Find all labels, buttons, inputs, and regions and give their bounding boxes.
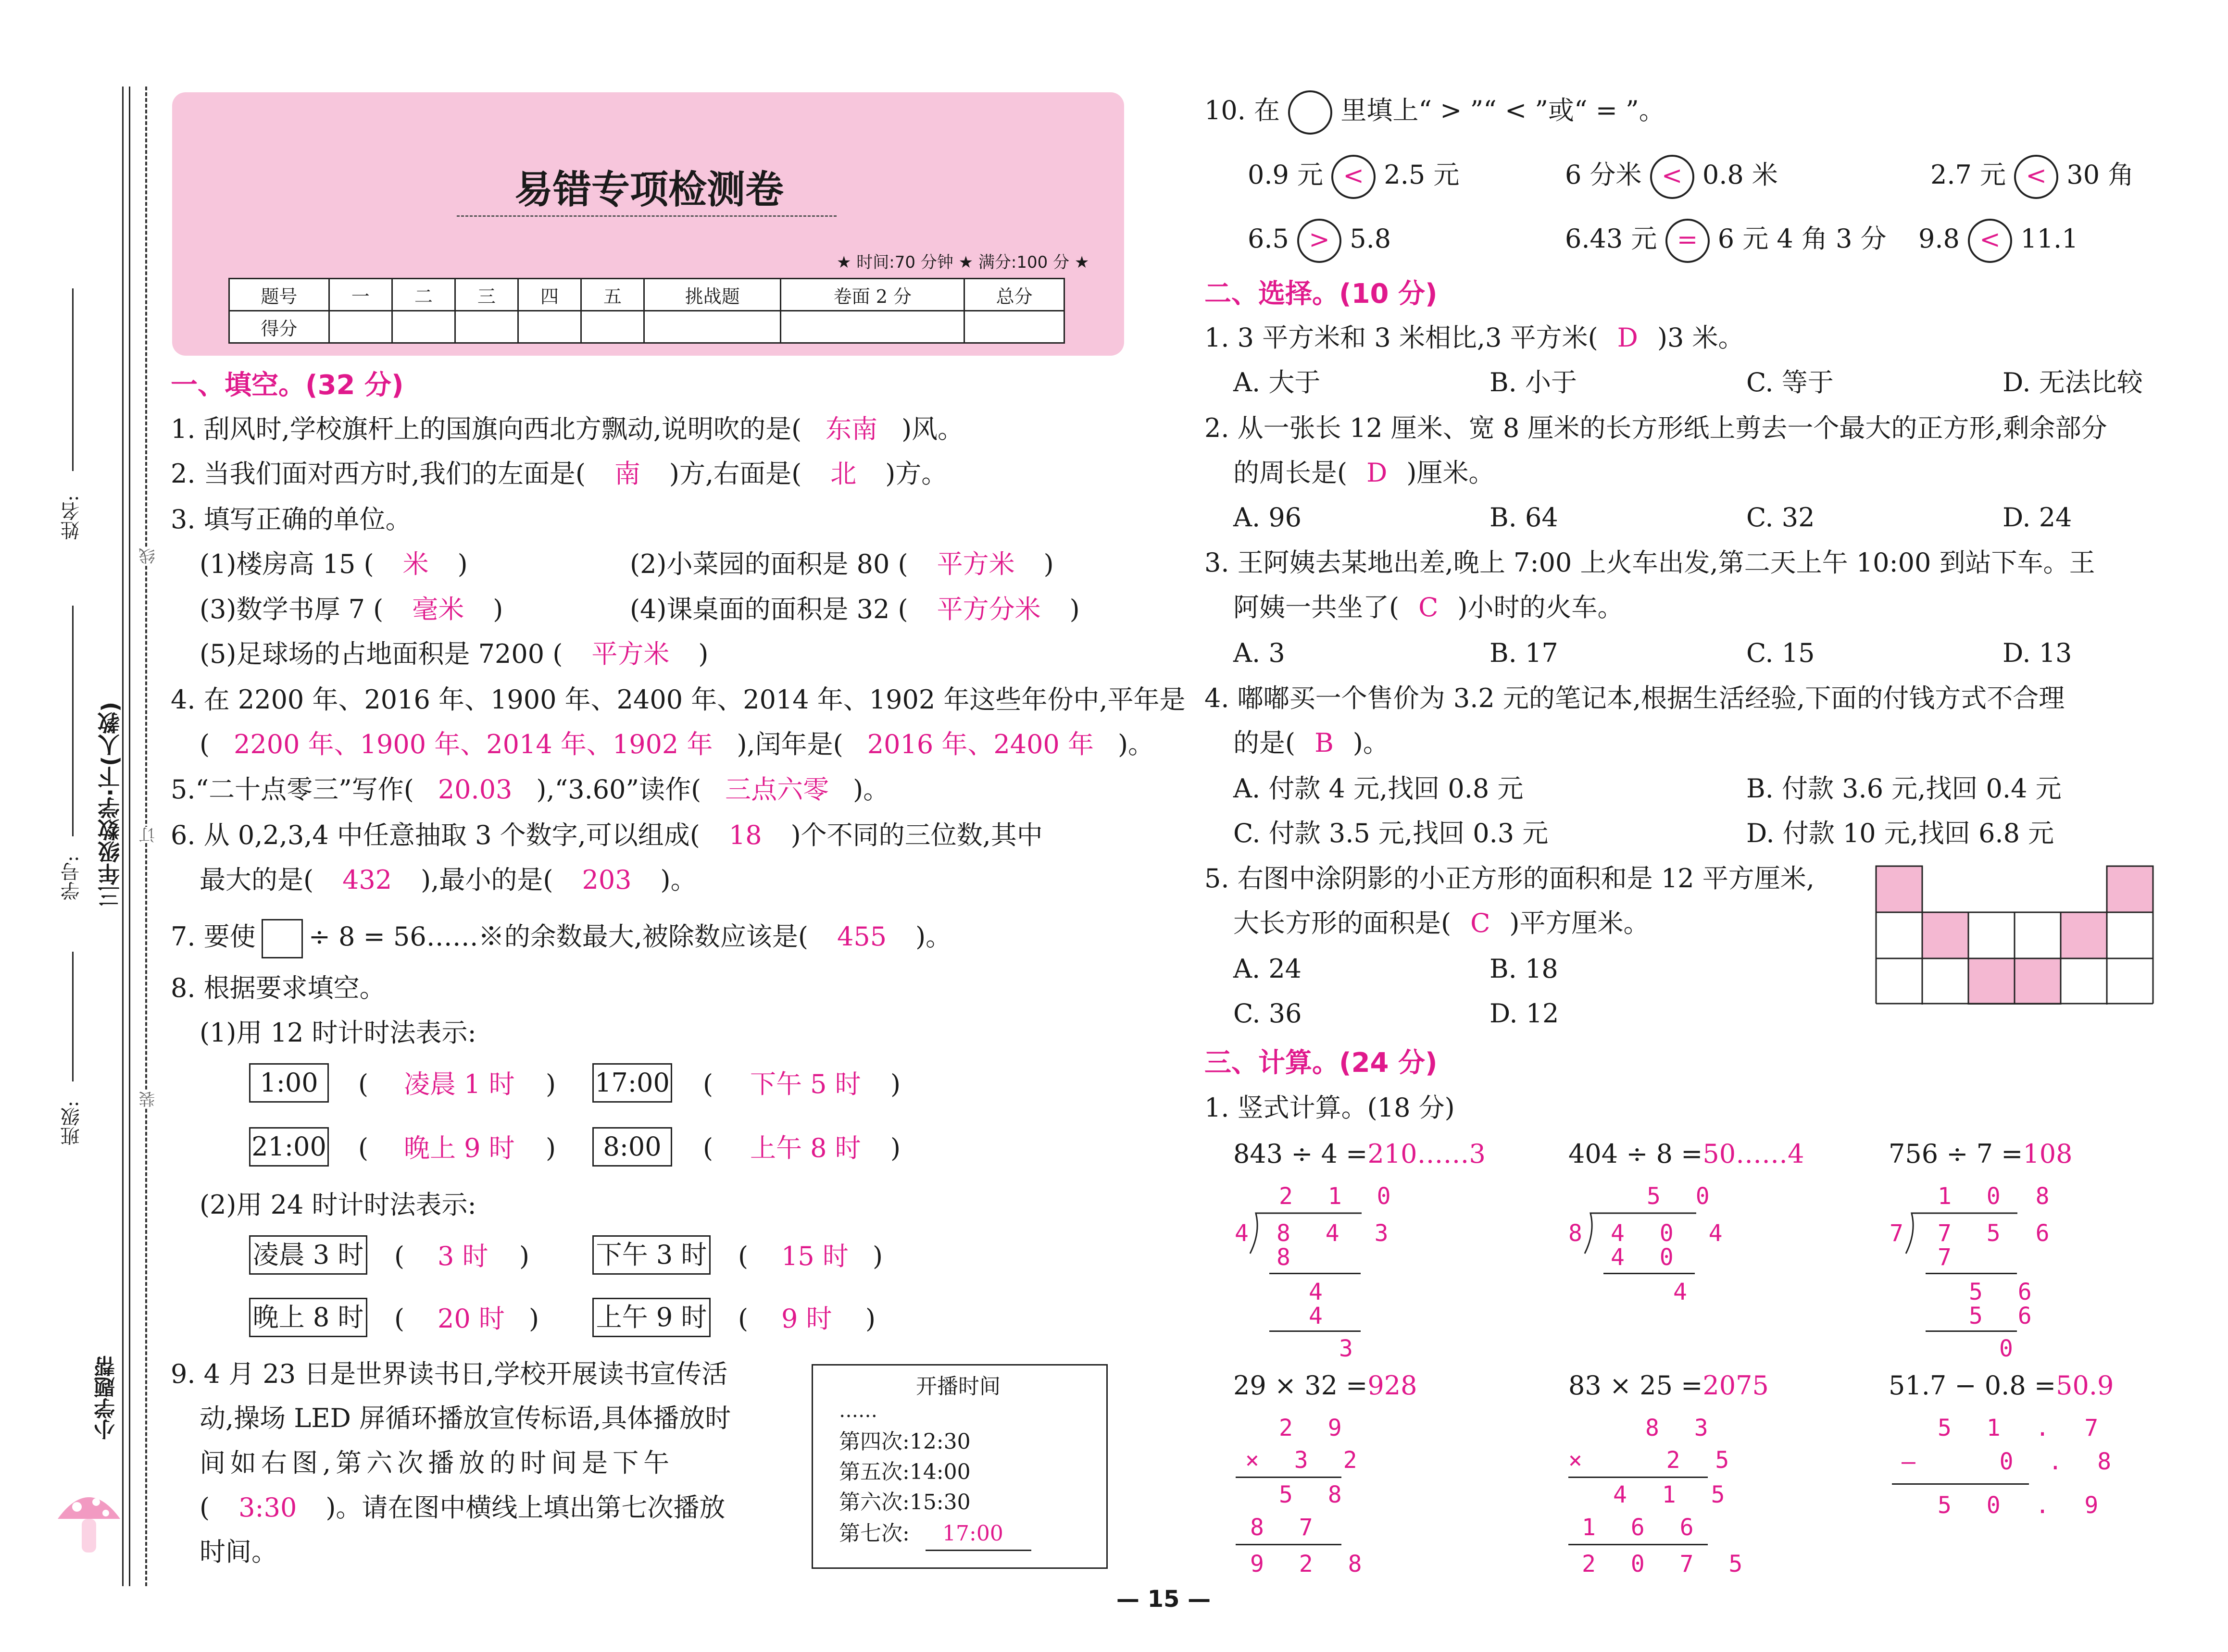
- paren: ): [546, 1133, 556, 1163]
- calc-digit: 4: [1309, 1303, 1333, 1329]
- option[interactable]: A. 3: [1233, 638, 1285, 668]
- option[interactable]: C. 15: [1746, 638, 1815, 668]
- q8-title: 8. 根据要求填空。: [171, 973, 386, 1003]
- card-row: 第四次:12:30: [839, 1429, 971, 1454]
- calc-digit: 1 6 6: [1582, 1514, 1704, 1541]
- score-cell: 一: [329, 279, 392, 311]
- compare-item: 0.9 元 < 2.5 元: [1248, 155, 1459, 199]
- q4-line2: ( 2200 年、1900 年、2014 年、1902 年 ),闰年是( 2016 年、2400 年 )。: [200, 729, 1154, 759]
- q8-sub2: (2)用 24 时计时法表示:: [200, 1190, 476, 1220]
- q6-line2: 最大的是( 432 ),最小的是( 203 )。: [200, 865, 697, 895]
- option[interactable]: C. 等于: [1746, 367, 1834, 397]
- calc-digit: 5 6: [1969, 1279, 2042, 1305]
- option[interactable]: D. 13: [2003, 638, 2072, 668]
- compare-item: 2.7 元 < 30 角: [1930, 155, 2134, 199]
- compare-item: 9.8 < 11.1: [1918, 219, 2078, 263]
- option[interactable]: B. 18: [1490, 954, 1558, 984]
- q7: 7. 要使 ÷ 8 = 56……※的余数最大,被除数应该是( 455 )。: [171, 919, 951, 958]
- paren: (: [703, 1069, 713, 1099]
- s2-q4-l2: 的是( B )。: [1233, 728, 1389, 758]
- calc-digit: 2 0 7 5: [1582, 1551, 1753, 1577]
- calc-digit: 4: [1309, 1279, 1333, 1305]
- sidebar-rule-inner: [129, 87, 130, 1586]
- calc-digit: 4 1 5: [1613, 1481, 1736, 1508]
- q3-p5: (5)足球场的占地面积是 7200 ( 平方米 ): [200, 639, 709, 669]
- calc-digit: 5 1 . 7: [1938, 1415, 2109, 1441]
- calc-rule: [1269, 1273, 1361, 1274]
- card-answer-line: [926, 1550, 1031, 1551]
- calc-digit: 9 2 8: [1250, 1551, 1373, 1577]
- paren: ): [865, 1304, 876, 1334]
- calc-digit: 4: [1673, 1279, 1698, 1305]
- option[interactable]: C. 36: [1233, 998, 1302, 1029]
- q9-l5: 时间。: [200, 1537, 277, 1567]
- card-title: 开播时间: [916, 1374, 1001, 1399]
- book-label: 三年级数学·下(人教): [97, 702, 123, 907]
- q3-p3: (3)数学书厚 7 ( 毫米 ): [200, 594, 503, 624]
- score-cell: 总分: [964, 279, 1064, 311]
- s2-q4-l1: 4. 嘟嘟买一个售价为 3.2 元的笔记本,根据生活经验,下面的付钱方式不合理: [1204, 683, 2065, 713]
- q9-l2: 动,操场 LED 屏循环播放宣传标语,具体播放时: [200, 1403, 731, 1433]
- option[interactable]: B. 小于: [1490, 367, 1577, 397]
- calc-digit: — 0 . 8: [1902, 1448, 2122, 1475]
- time-box: 1:00: [249, 1063, 329, 1103]
- score-input[interactable]: [392, 311, 455, 343]
- calc-digit: 5 0: [1647, 1183, 1720, 1210]
- compare-item: 6.5 > 5.8: [1248, 219, 1391, 263]
- answer: 晚上 9 时: [404, 1133, 515, 1163]
- q8-sub1: (1)用 12 时计时法表示:: [200, 1018, 476, 1048]
- cut-mark-1: 线: [137, 548, 160, 564]
- calc-digit: 7: [1890, 1220, 1914, 1247]
- page-title: 易错专项检测卷: [514, 167, 784, 212]
- s3-sub: 1. 竖式计算。(18 分): [1204, 1093, 1455, 1123]
- s2-q5-l2: 大长方形的面积是( C )平方厘米。: [1233, 908, 1650, 938]
- answer: 15 时: [781, 1241, 849, 1271]
- time-box: 17:00: [592, 1063, 672, 1103]
- q3-title: 3. 填写正确的单位。: [171, 504, 412, 534]
- calc-digit: 8 3: [1645, 1415, 1719, 1441]
- school-line: [72, 606, 74, 836]
- calc-q: 843 ÷ 4 =210……3: [1233, 1139, 1486, 1169]
- calc-digit: × 3 2: [1245, 1447, 1368, 1474]
- time-box: 上午 9 时: [592, 1298, 711, 1337]
- paren: ): [873, 1241, 883, 1271]
- section-3-heading: 三、计算。(24 分): [1204, 1047, 1438, 1079]
- q6-line1: 6. 从 0,2,3,4 中任意抽取 3 个数字,可以组成( 18 )个不同的三位数,其中: [171, 820, 1043, 850]
- answer: 9 时: [781, 1304, 832, 1334]
- paren: (: [703, 1133, 713, 1163]
- score-input[interactable]: [329, 311, 392, 343]
- paren: (: [394, 1304, 405, 1334]
- calc-q: 404 ÷ 8 =50……4: [1568, 1139, 1804, 1169]
- answer: 20 时: [438, 1304, 505, 1334]
- brand-label: 小学题帮: [94, 1355, 119, 1440]
- option[interactable]: C. 付款 3.5 元,找回 0.3 元: [1233, 818, 1549, 848]
- calc-rule: [1603, 1273, 1695, 1274]
- calc-digit: 2 1 0: [1279, 1183, 1402, 1210]
- calc-q: 29 × 32 =928: [1233, 1370, 1417, 1401]
- calc-rule: [1926, 1273, 2017, 1274]
- name-label: 姓名:: [61, 495, 83, 540]
- answer: 3 时: [438, 1241, 488, 1271]
- s2-q1: 1. 3 平方米和 3 米相比,3 平方米( D )3 米。: [1204, 323, 1744, 353]
- calc-digit: 1 0 8: [1938, 1183, 2060, 1210]
- answer: 上午 8 时: [750, 1133, 861, 1163]
- q5: 5.“二十点零三”写作( 20.03 ),“3.60”读作( 三点六零 )。: [171, 774, 889, 805]
- paren: (: [358, 1133, 369, 1163]
- card-row: 第五次:14:00: [839, 1460, 971, 1484]
- answer: 东南: [826, 414, 878, 444]
- calc-digit: 8: [1568, 1220, 1593, 1247]
- score-input[interactable]: [455, 311, 518, 343]
- option[interactable]: D. 12: [1490, 998, 1559, 1029]
- answer: 凌晨 1 时: [404, 1069, 515, 1099]
- answer: 南: [614, 459, 640, 489]
- class-line: [72, 952, 74, 1081]
- calc-digit: 5 8: [1279, 1481, 1352, 1508]
- score-input[interactable]: [964, 311, 1064, 343]
- time-box: 8:00: [592, 1127, 672, 1167]
- calc-rule: [1269, 1330, 1361, 1332]
- calc-rule: [1568, 1477, 1708, 1478]
- calc-digit: 4: [1235, 1220, 1259, 1247]
- score-cell: 二: [392, 279, 455, 311]
- calc-rule: [1236, 1477, 1341, 1478]
- score-table: [228, 278, 1065, 344]
- option[interactable]: C. 32: [1746, 502, 1815, 533]
- class-label: 班级:: [61, 1101, 83, 1146]
- option[interactable]: A. 付款 4 元,找回 0.8 元: [1233, 773, 1524, 804]
- score-cell: 五: [581, 279, 644, 311]
- q9-l1: 9. 4 月 23 日是世界读书日,学校开展读书宣传活: [171, 1359, 728, 1389]
- calc-digit: × 2 5: [1568, 1447, 1740, 1474]
- calc-digit: 8 4 3: [1277, 1220, 1399, 1247]
- score-cell: 卷面 2 分: [781, 279, 964, 311]
- shaded-grid-figure: [1875, 865, 2154, 1005]
- paren: (: [738, 1304, 749, 1334]
- blank-box[interactable]: [262, 919, 303, 958]
- answer: 下午 5 时: [750, 1069, 861, 1099]
- calc-rule: [1926, 1330, 2017, 1332]
- s2-q5-l1: 5. 右图中涂阴影的小正方形的面积和是 12 平方厘米,: [1204, 863, 1815, 894]
- score-cell: 三: [455, 279, 518, 311]
- calc-digit: 3: [1339, 1335, 1364, 1362]
- calc-q: 83 × 25 =2075: [1568, 1370, 1769, 1401]
- calc-q: 756 ÷ 7 =108: [1889, 1139, 2073, 1169]
- score-cell: 四: [518, 279, 581, 311]
- q1: 1. 刮风时,学校旗杆上的国旗向西北方飘动,说明吹的是( 东南 )风。: [171, 414, 964, 444]
- q3-p1: (1)楼房高 15 ( 米 ): [200, 549, 468, 579]
- time-box: 21:00: [249, 1127, 329, 1167]
- calc-digit: 8 7: [1250, 1514, 1324, 1541]
- card-row: 第六次:15:30: [839, 1490, 971, 1515]
- time-box: 晚上 8 时: [249, 1298, 367, 1337]
- calc-digit: 0: [1999, 1335, 2024, 1362]
- option[interactable]: B. 17: [1490, 638, 1558, 668]
- paren: ): [890, 1133, 901, 1163]
- section-1-heading: 一、填空。(32 分): [171, 370, 404, 401]
- calc-rule: [1568, 1544, 1708, 1545]
- option[interactable]: B. 付款 3.6 元,找回 0.4 元: [1746, 773, 2062, 804]
- cut-mark-3: 装: [137, 1091, 160, 1107]
- paren: ): [890, 1069, 901, 1099]
- paren: ): [519, 1241, 530, 1271]
- calc-digit: 5 0 . 9: [1938, 1492, 2109, 1519]
- time-box: 下午 3 时: [592, 1235, 711, 1275]
- calc-rule: [1892, 1483, 2029, 1485]
- calc-q: 51.7 − 0.8 =50.9: [1889, 1370, 2114, 1401]
- name-line: [72, 288, 74, 471]
- calc-digit: 7 5 6: [1938, 1220, 2060, 1247]
- score-cell: 挑战题: [644, 279, 781, 311]
- calc-digit: 4 0: [1611, 1244, 1684, 1271]
- option[interactable]: A. 96: [1233, 502, 1302, 533]
- option[interactable]: A. 24: [1233, 954, 1302, 984]
- paren: (: [394, 1241, 405, 1271]
- option[interactable]: A. 大于: [1233, 367, 1321, 397]
- score-input[interactable]: [518, 311, 581, 343]
- compare-item: 6.43 元 = 6 元 4 角 3 分: [1565, 219, 1887, 263]
- q3-p2: (2)小菜园的面积是 80 ( 平方米 ): [630, 549, 1054, 579]
- option[interactable]: D. 付款 10 元,找回 6.8 元: [1746, 818, 2054, 848]
- score-input[interactable]: [781, 311, 964, 343]
- q3-p4: (4)课桌面的面积是 32 ( 平方分米 ): [630, 594, 1080, 624]
- paren: ): [529, 1304, 539, 1334]
- s2-q2-l2: 的周长是( D )厘米。: [1233, 458, 1495, 488]
- score-cell: 得分: [229, 311, 329, 343]
- q9-l3: 间如右图,第六次播放的时间是下午: [200, 1448, 675, 1478]
- calc-digit: 2 9: [1279, 1415, 1352, 1441]
- q9-l4: ( 3:30 )。请在图中横线上填出第七次播放: [200, 1492, 726, 1523]
- exam-meta: ★ 时间:70 分钟 ★ 满分:100 分 ★: [837, 253, 1089, 272]
- answer: 北: [830, 459, 857, 489]
- score-cell: 题号: [229, 279, 329, 311]
- section-2-heading: 二、选择。(10 分): [1204, 278, 1438, 310]
- s2-q2-l1: 2. 从一张长 12 厘米、宽 8 厘米的长方形纸上剪去一个最大的正方形,剩余部分: [1204, 413, 2107, 443]
- q4-line1: 4. 在 2200 年、2016 年、1900 年、2400 年、2014 年、1902 年这些年份中,平年是: [171, 684, 1186, 715]
- page-number: — 15 —: [1116, 1586, 1211, 1613]
- score-input[interactable]: [644, 311, 781, 343]
- option[interactable]: D. 无法比较: [2003, 367, 2143, 397]
- calc-rule: [1236, 1544, 1341, 1545]
- mushroom-logo-icon: [53, 1480, 125, 1562]
- paren: (: [738, 1241, 749, 1271]
- school-label: 学号:: [61, 856, 83, 901]
- compare-circle-icon: [1288, 90, 1332, 135]
- q2: 2. 当我们面对西方时,我们的左面是( 南 )方,右面是( 北 )方。: [171, 459, 948, 489]
- card-dots: ……: [839, 1400, 877, 1422]
- card-answer: 17:00: [942, 1521, 1003, 1546]
- option[interactable]: B. 64: [1490, 502, 1558, 533]
- title-underline: [457, 215, 837, 217]
- calc-digit: 7: [1938, 1244, 1962, 1271]
- score-input[interactable]: [581, 311, 644, 343]
- calc-digit: 5 6: [1969, 1303, 2042, 1329]
- q10: 10. 在 里填上“ > ”“ < ”或“ = ”。: [1204, 90, 1665, 135]
- cut-mark-2: 订: [137, 827, 160, 843]
- paren: ): [546, 1069, 556, 1099]
- calc-digit: 4 0 4: [1611, 1220, 1733, 1247]
- s2-q3-l1: 3. 王阿姨去某地出差,晚上 7:00 上火车出发,第二天上午 10:00 到站下车。王: [1204, 547, 2095, 578]
- card-row: 第七次:: [839, 1521, 910, 1546]
- s2-q3-l2: 阿姨一共坐了( C )小时的火车。: [1233, 592, 1624, 622]
- paren: (: [358, 1069, 369, 1099]
- calc-digit: 8: [1277, 1244, 1301, 1271]
- compare-item: 6 分米 < 0.8 米: [1565, 155, 1778, 199]
- time-box: 凌晨 3 时: [249, 1235, 367, 1275]
- option[interactable]: D. 24: [2003, 502, 2072, 533]
